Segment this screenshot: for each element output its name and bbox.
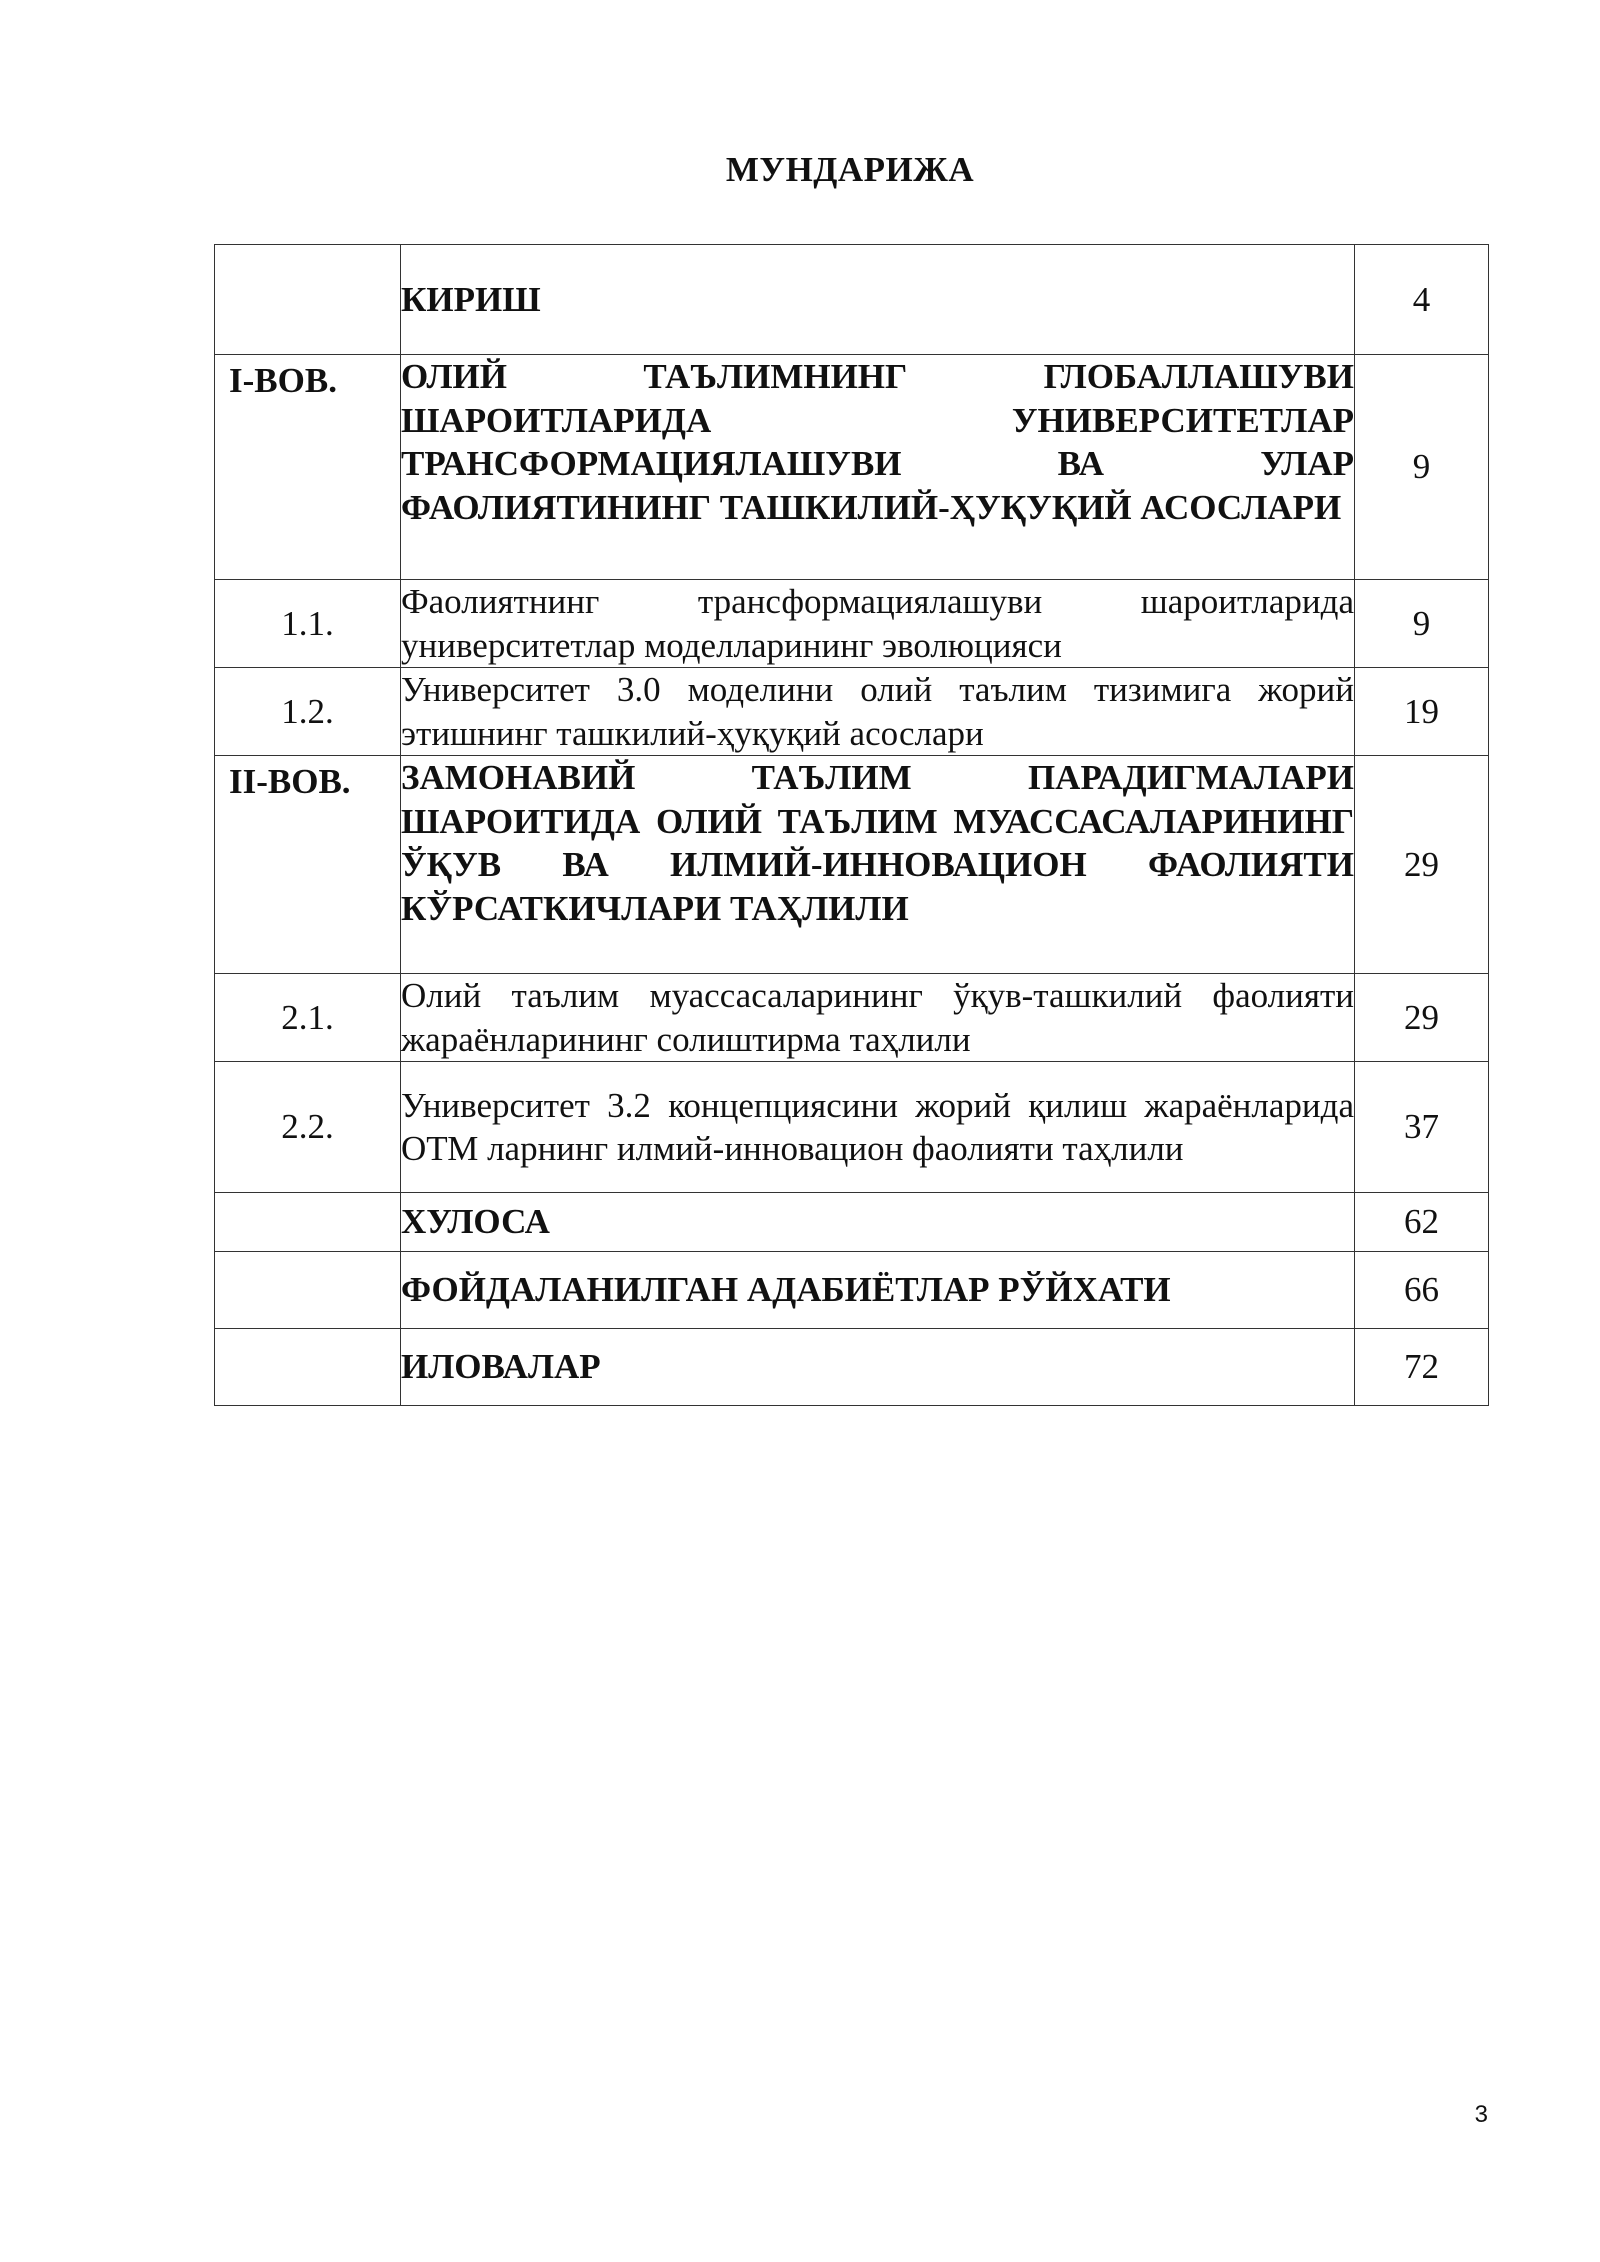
page-title: МУНДАРИЖА [725, 150, 975, 189]
toc-row-introduction [215, 245, 1489, 355]
toc-row-title: Фаолиятнинг трансформациялашуви шароитларида университетлар моделларининг эволюцияси [401, 580, 1355, 668]
toc-row-chapter-2 [215, 756, 1489, 974]
toc-row-number: 2.2. [215, 1062, 401, 1193]
toc-row-number [215, 1252, 401, 1329]
toc-row-page: 4 [1355, 245, 1489, 355]
toc-row-section-1-2 [215, 668, 1489, 756]
toc-row-section-2-2 [215, 1062, 1489, 1193]
toc-row-title: Университет 3.2 концепциясини жорий қилиш жараёнларида ОТМ ларнинг илмий-инновацион фаолияти таҳлили [401, 1062, 1355, 1193]
toc-row-page: 9 [1355, 580, 1489, 668]
toc-row-number: I-BOB. [215, 355, 401, 580]
toc-row-page: 19 [1355, 668, 1489, 756]
toc-row-page: 72 [1355, 1329, 1489, 1406]
toc-row-page: 29 [1355, 756, 1489, 974]
table-of-contents [214, 244, 1489, 1406]
toc-row-page: 29 [1355, 974, 1489, 1062]
toc-row-number [215, 1329, 401, 1406]
toc-row-title: ЗАМОНАВИЙ ТАЪЛИМ ПАРАДИГМАЛАРИ ШАРОИТИДА ОЛИЙ ТАЪЛИМ МУАССАСАЛАРИНИНГ ЎҚУВ ВА ИЛМИЙ-ИННОВАЦИОН ФАОЛИЯТИ КЎРСАТКИЧЛАРИ ТАҲЛИЛИ [401, 756, 1355, 974]
toc-row-number: 1.1. [215, 580, 401, 668]
toc-row-number: 2.1. [215, 974, 401, 1062]
toc-row-appendices [215, 1329, 1489, 1406]
toc-row-title: ФОЙДАЛАНИЛГАН АДАБИЁТЛАР РЎЙХАТИ [401, 1252, 1355, 1329]
toc-row-title: ИЛОВАЛАР [401, 1329, 1355, 1406]
toc-row-number: 1.2. [215, 668, 401, 756]
toc-row-section-1-1 [215, 580, 1489, 668]
toc-row-title: Университет 3.0 моделини олий таълим тизимига жорий этишнинг ташкилий-ҳуқуқий асослари [401, 668, 1355, 756]
toc-row-number: II-BOB. [215, 756, 401, 974]
toc-row-number [215, 1193, 401, 1252]
toc-row-title: Олий таълим муассасаларининг ўқув-ташкилий фаолияти жараёнларининг солиштирма таҳлили [401, 974, 1355, 1062]
toc-row-conclusion [215, 1193, 1489, 1252]
toc-row-page: 37 [1355, 1062, 1489, 1193]
toc-row-number [215, 245, 401, 355]
toc-row-title: ХУЛОСА [401, 1193, 1355, 1252]
toc-row-page: 62 [1355, 1193, 1489, 1252]
toc-row-page: 66 [1355, 1252, 1489, 1329]
toc-row-references [215, 1252, 1489, 1329]
toc-row-title: ОЛИЙ ТАЪЛИМНИНГ ГЛОБАЛЛАШУВИ ШАРОИТЛАРИДА УНИВЕРСИТЕТЛАР ТРАНСФОРМАЦИЯЛАШУВИ ВА УЛАР ФАОЛИЯТИНИНГ ТАШКИЛИЙ-ҲУҚУҚИЙ АСОСЛАРИ [401, 355, 1355, 580]
toc-row-page: 9 [1355, 355, 1489, 580]
page-number: 3 [1474, 2101, 1488, 2128]
toc-row-title: КИРИШ [401, 245, 1355, 355]
toc-row-chapter-1 [215, 355, 1489, 580]
toc-row-section-2-1 [215, 974, 1489, 1062]
